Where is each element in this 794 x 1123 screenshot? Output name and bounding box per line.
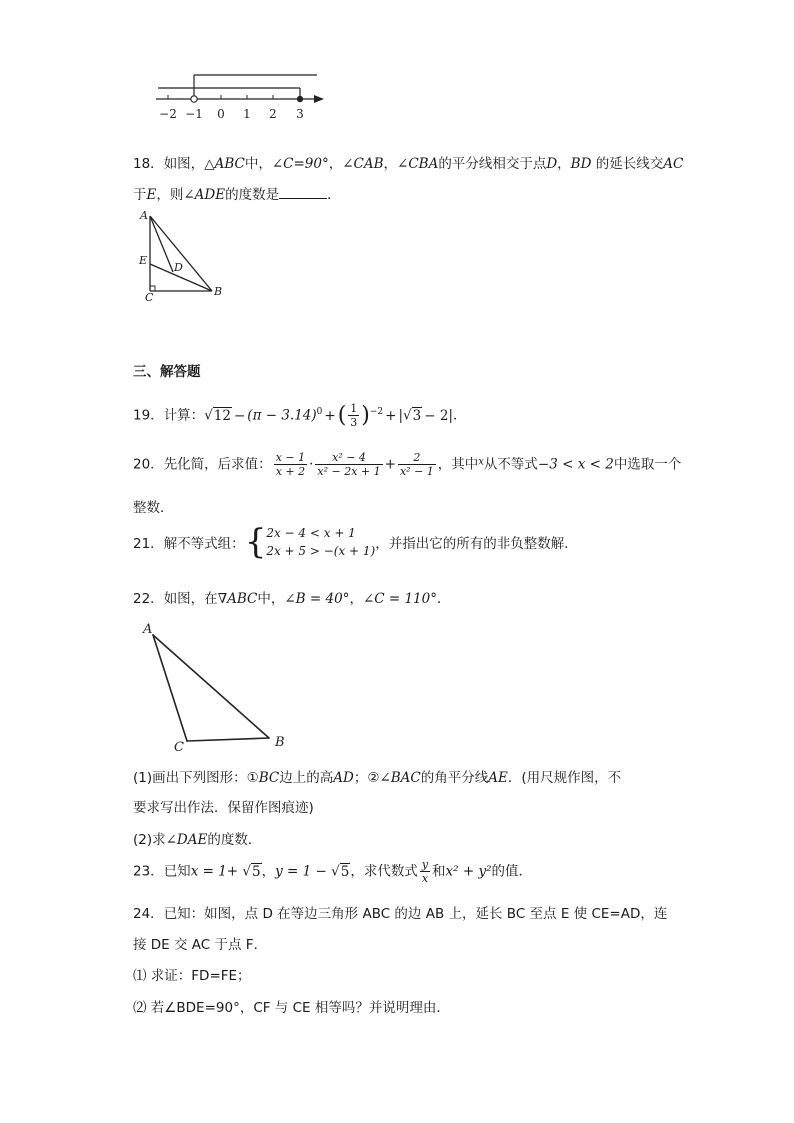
q24-sub1: ⑴ 求证：FD=FE； [133,968,251,984]
q23: 23．已知x = 1+ √5，y = 1 − √5，求代数式 $\frac{y}{x}$ 和x² + y²的值． [133,858,533,885]
q24-sub2: ⑵ 若∠BDE=90°，CF 与 CE 相等吗？并说明理由． [133,1000,450,1016]
q18-line2: 于E，则∠ADE的度数是 ． [133,187,341,203]
vertex-label: C [145,291,154,302]
q24-line2: 接 DE 交 AC 于点 F． [133,937,268,953]
open-endpoint [191,96,197,102]
tick-label: 0 [217,107,225,121]
question-number: 22． [133,591,164,607]
vertex-label: B [214,285,223,298]
tick-label: −1 [185,107,203,121]
vertex-label: A [140,209,148,222]
question-number: 18． [133,156,164,172]
question-number: 19． [133,407,164,424]
vertex-label: A [143,622,153,637]
tick-label: −2 [159,107,177,121]
number-line-figure [150,66,335,124]
vertex-label: C [174,740,184,754]
closed-endpoint [297,96,303,102]
q20-line2: 整数． [133,500,174,516]
tick-label: 1 [243,107,251,121]
question-number: 24． [133,906,164,922]
q20-line1: 20．先化简，后求值： $\frac{x - 1}{x + 2}$ · $\frac{\text{x² − 4}}{\text{x² − 2x + 1}}$ + $\frac{2}{\text{x² − 1}}$ ，其中$^x$从不等式−3 < x < 2中选取一个 [133,451,682,478]
q22-sub1-line2: 要求写出作法．保留作图痕迹) [133,800,314,816]
q18-line1: 18．如图，△ABC中，∠C=90°，∠CAB，∠CBA的平分线相交于点D，BD 的延长线交AC [133,156,684,172]
q18-triangle-figure [136,206,232,302]
vertex-label: B [275,735,285,750]
q19: 19．计算：$√12 - (\pi - 3.14)^0$ +( $\frac{1}{3}$ )$^{-2}$ + |√3 − 2|． [133,402,467,429]
section-title: 三、解答题 [133,364,201,380]
tick-label: 2 [269,107,277,121]
q22-triangle-figure [140,618,300,754]
q22: 22．如图，在∇ABC中，∠B = 40°，∠C = 110°． [133,591,451,607]
q22-sub2: (2)求∠DAE的度数． [133,832,262,848]
vertex-label: D [174,261,183,274]
q21: 21．解不等式组：{ 2x − 4 < x + 1 2x + 5 > −(x + 1) ，并指出它的所有的非负整数解． [133,522,578,562]
q22-sub1-line1: (1)画出下列图形：①BC边上的高AD；②∠BAC的角平分线AE．(用尺规作图，不 [133,770,622,786]
vertex-label: E [139,254,148,267]
question-number: 23． [133,863,164,880]
q24-line1: 24．已知：如图，点 D 在等边三角形 ABC 的边 AB 上，延长 BC 至点 E 使 CE=AD，连 [133,906,668,922]
question-number: 21． [133,536,164,552]
question-number: 20． [133,456,164,473]
tick-label: 3 [296,107,304,121]
answer-blank[interactable] [279,186,327,199]
